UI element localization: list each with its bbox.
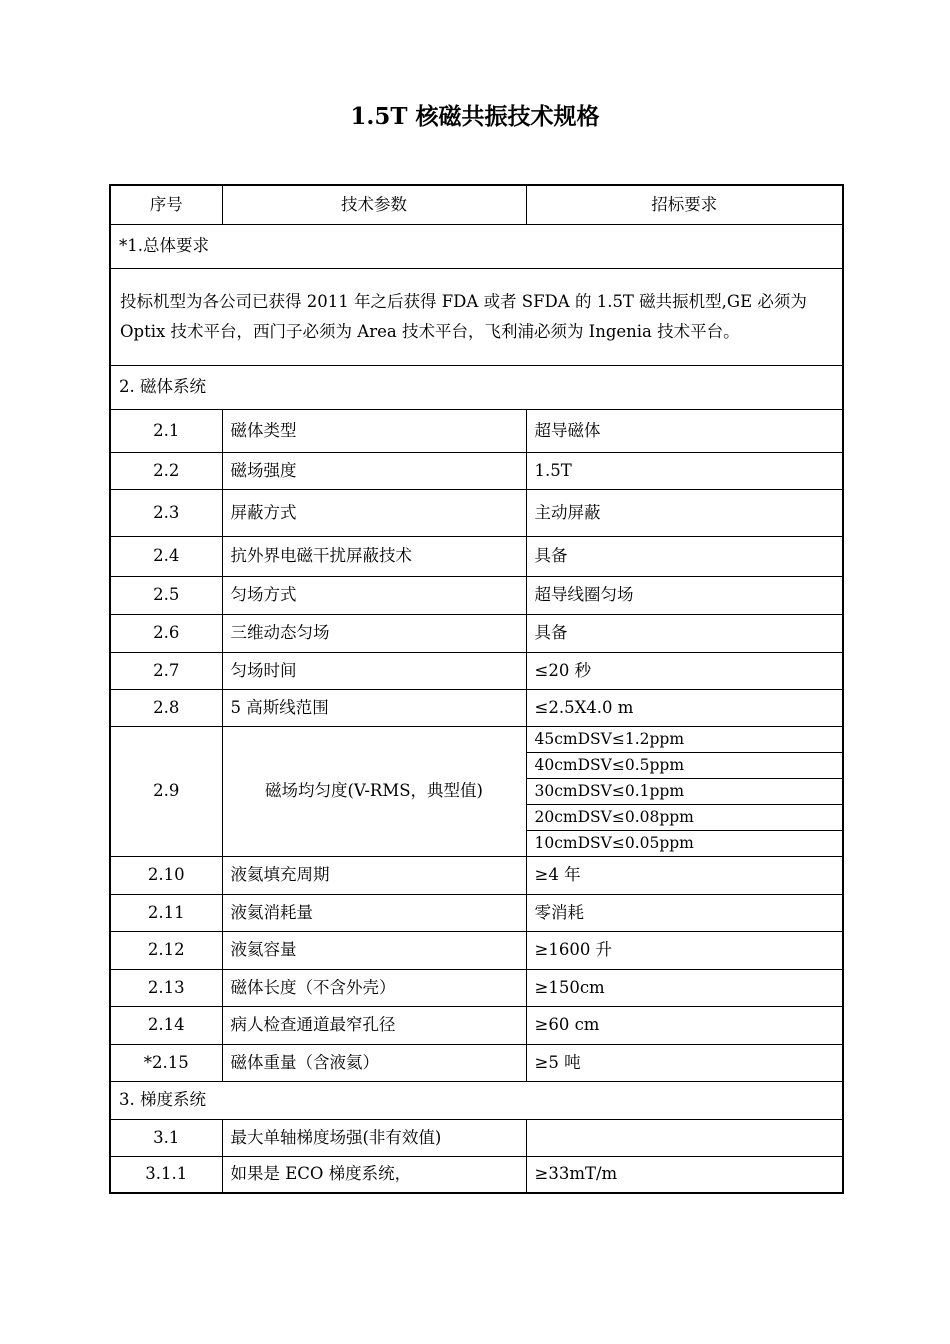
section-row-gradient bbox=[110, 1081, 843, 1119]
section-row-general bbox=[110, 224, 843, 268]
row-req: ≤20 秒 bbox=[526, 652, 843, 689]
row-no: 3.1 bbox=[110, 1119, 222, 1156]
row-req: ≥60 cm bbox=[526, 1006, 843, 1044]
table-row-uniformity bbox=[110, 726, 843, 856]
row-no: 2.14 bbox=[110, 1006, 222, 1044]
row-req: 超导线圈匀场 bbox=[526, 576, 843, 614]
row-param: 匀场方式 bbox=[222, 576, 526, 614]
row-req bbox=[526, 1119, 843, 1156]
row-no: 3.1.1 bbox=[110, 1156, 222, 1193]
section-label: 2. 磁体系统 bbox=[110, 365, 843, 409]
uniformity-value: 45cmDSV≤1.2ppm bbox=[527, 727, 843, 753]
section-label: *1.总体要求 bbox=[110, 224, 843, 268]
row-param: 最大单轴梯度场强(非有效值) bbox=[222, 1119, 526, 1156]
table-row bbox=[110, 1119, 843, 1156]
row-req: ≤2.5X4.0 m bbox=[526, 689, 843, 726]
row-param: 磁场均匀度(V-RMS，典型值) bbox=[222, 726, 526, 856]
uniformity-values bbox=[526, 726, 843, 856]
row-param: 5 高斯线范围 bbox=[222, 689, 526, 726]
table-row bbox=[110, 894, 843, 931]
row-no: 2.10 bbox=[110, 856, 222, 894]
row-no: 2.2 bbox=[110, 452, 222, 489]
section-label: 3. 梯度系统 bbox=[110, 1081, 843, 1119]
row-param: 三维动态匀场 bbox=[222, 614, 526, 652]
table-row bbox=[110, 856, 843, 894]
table-row bbox=[110, 1156, 843, 1193]
intro-text: 投标机型为各公司已获得 2011 年之后获得 FDA 或者 SFDA 的 1.5T 磁共振机型,GE 必须为 Optix 技术平台，西门子必须为 Area 技术平台，飞利浦必须为 Ingenia 技术平台。 bbox=[110, 268, 843, 365]
intro-row bbox=[110, 268, 843, 365]
row-param: 液氦消耗量 bbox=[222, 894, 526, 931]
table-row bbox=[110, 969, 843, 1006]
row-req: 具备 bbox=[526, 536, 843, 576]
row-no: 2.4 bbox=[110, 536, 222, 576]
row-req: 具备 bbox=[526, 614, 843, 652]
row-req: ≥5 吨 bbox=[526, 1044, 843, 1081]
row-no: 2.8 bbox=[110, 689, 222, 726]
row-no: 2.1 bbox=[110, 409, 222, 452]
row-no: 2.13 bbox=[110, 969, 222, 1006]
row-no: 2.5 bbox=[110, 576, 222, 614]
table-row bbox=[110, 931, 843, 969]
row-no: *2.15 bbox=[110, 1044, 222, 1081]
uniformity-value: 30cmDSV≤0.1ppm bbox=[527, 779, 843, 805]
table-row bbox=[110, 452, 843, 489]
uniformity-value: 40cmDSV≤0.5ppm bbox=[527, 753, 843, 779]
row-req: ≥33mT/m bbox=[526, 1156, 843, 1193]
table-row bbox=[110, 689, 843, 726]
row-req: 主动屏蔽 bbox=[526, 489, 843, 536]
row-param: 磁体长度（不含外壳） bbox=[222, 969, 526, 1006]
row-param: 如果是 ECO 梯度系统， bbox=[222, 1156, 526, 1193]
spec-table bbox=[109, 184, 844, 1194]
table-row bbox=[110, 409, 843, 452]
row-req: 1.5T bbox=[526, 452, 843, 489]
section-row-magnet bbox=[110, 365, 843, 409]
row-param: 磁场强度 bbox=[222, 452, 526, 489]
header-param: 技术参数 bbox=[222, 185, 526, 224]
row-param: 磁体类型 bbox=[222, 409, 526, 452]
row-param: 屏蔽方式 bbox=[222, 489, 526, 536]
table-row bbox=[110, 576, 843, 614]
row-req: ≥1600 升 bbox=[526, 931, 843, 969]
row-no: 2.7 bbox=[110, 652, 222, 689]
row-param: 液氦容量 bbox=[222, 931, 526, 969]
header-no: 序号 bbox=[110, 185, 222, 224]
row-no: 2.6 bbox=[110, 614, 222, 652]
row-param: 液氦填充周期 bbox=[222, 856, 526, 894]
row-req: ≥150cm bbox=[526, 969, 843, 1006]
row-no: 2.3 bbox=[110, 489, 222, 536]
row-req: 超导磁体 bbox=[526, 409, 843, 452]
uniformity-value: 10cmDSV≤0.05ppm bbox=[534, 833, 694, 852]
row-req: 零消耗 bbox=[526, 894, 843, 931]
row-param: 抗外界电磁干扰屏蔽技术 bbox=[222, 536, 526, 576]
table-row bbox=[110, 489, 843, 536]
row-param: 病人检查通道最窄孔径 bbox=[222, 1006, 526, 1044]
table-row bbox=[110, 1006, 843, 1044]
header-req: 招标要求 bbox=[526, 185, 843, 224]
row-no: 2.9 bbox=[110, 726, 222, 856]
table-row bbox=[110, 536, 843, 576]
table-row bbox=[110, 652, 843, 689]
table-row bbox=[110, 614, 843, 652]
row-param: 匀场时间 bbox=[222, 652, 526, 689]
row-req: ≥4 年 bbox=[526, 856, 843, 894]
uniformity-value: 20cmDSV≤0.08ppm bbox=[527, 805, 843, 831]
row-no: 2.11 bbox=[110, 894, 222, 931]
table-row bbox=[110, 1044, 843, 1081]
table-header-row bbox=[110, 185, 843, 224]
document-title: 1.5T 核磁共振技术规格 bbox=[350, 103, 600, 130]
row-no: 2.12 bbox=[110, 931, 222, 969]
row-param: 磁体重量（含液氦） bbox=[222, 1044, 526, 1081]
